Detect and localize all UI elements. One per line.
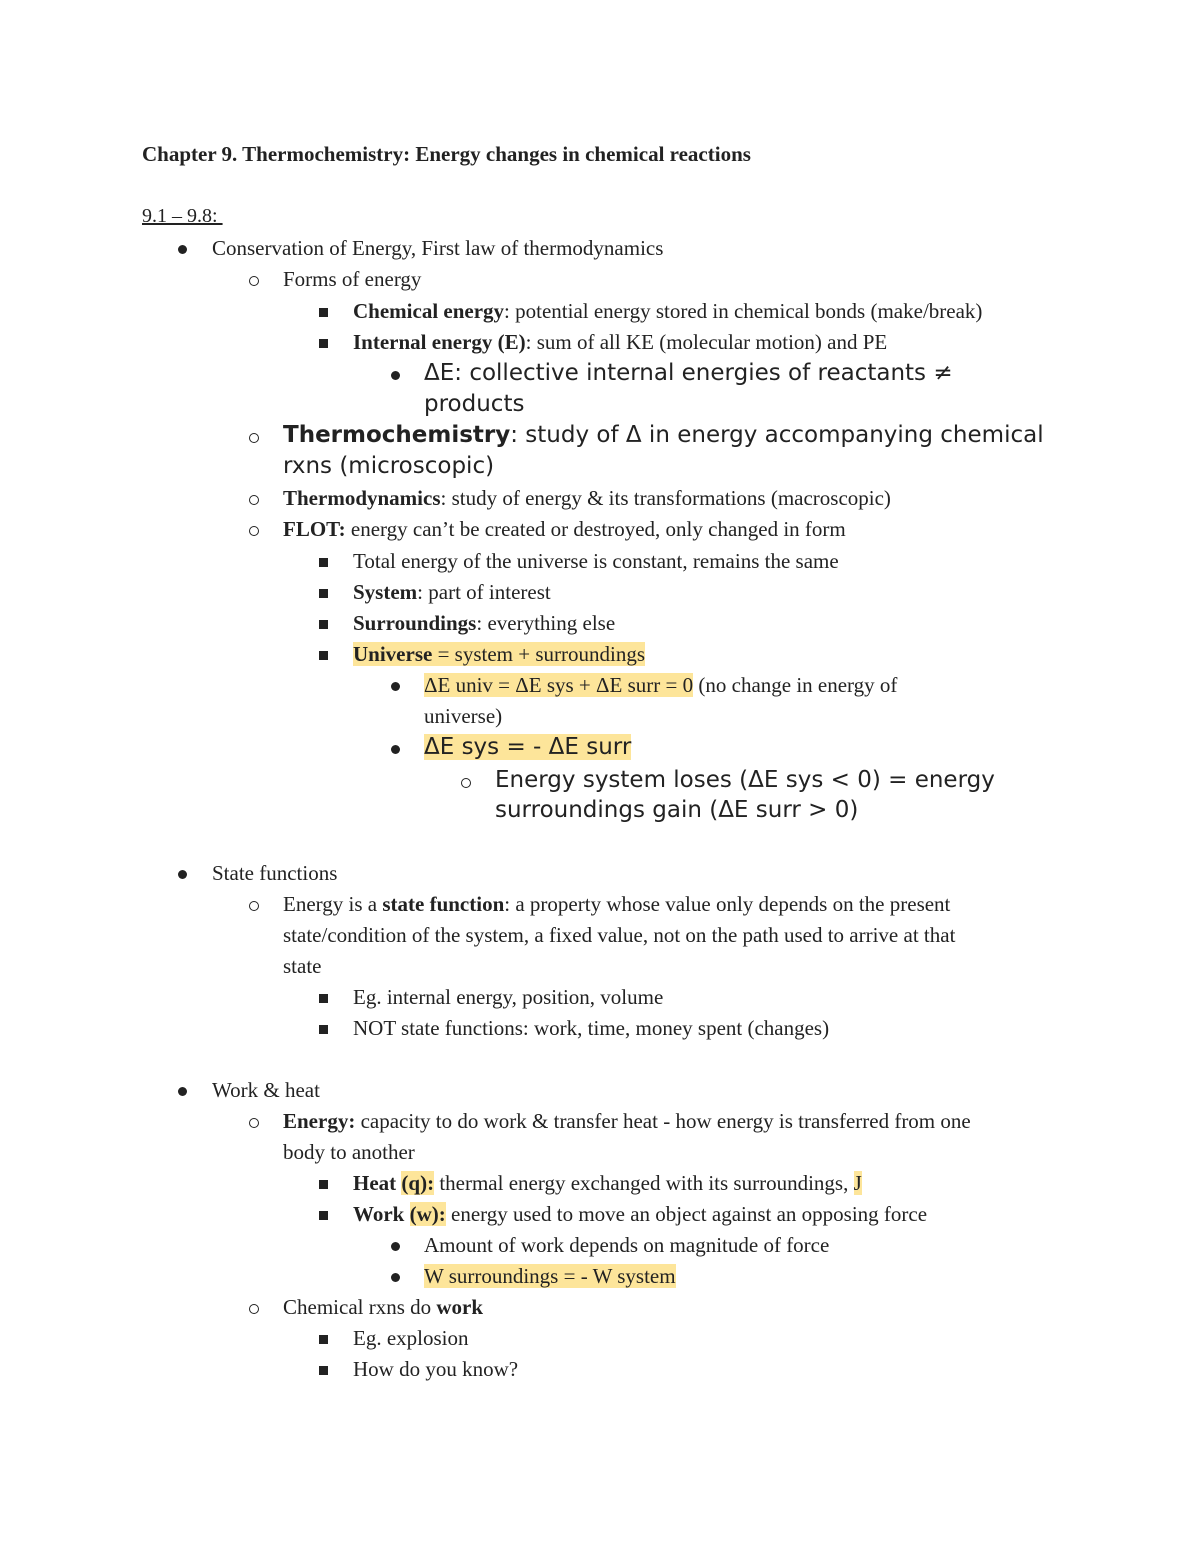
bullet-circle-icon xyxy=(249,1304,259,1314)
bullet-circle-icon xyxy=(249,495,259,505)
note-line xyxy=(353,1013,829,1044)
note-text: FLOT: xyxy=(283,517,346,541)
bullet-square-icon xyxy=(319,558,328,567)
document-title: Chapter 9. Thermochemistry: Energy changes in chemical reactions xyxy=(142,142,751,166)
note-text: Work & heat xyxy=(212,1078,320,1102)
bullet-square-icon xyxy=(319,994,328,1003)
note-text: Energy system loses (ΔE sys < 0) = energy xyxy=(495,767,995,793)
bullet-square-icon xyxy=(319,308,328,317)
note-line xyxy=(353,1168,862,1199)
note-text: work xyxy=(436,1295,484,1319)
note-line xyxy=(283,951,321,982)
note-line xyxy=(353,982,663,1013)
bullet-circle-icon xyxy=(249,901,259,911)
note-line xyxy=(283,420,1044,451)
note-text: : study of Δ in energy accompanying chemical xyxy=(510,422,1044,448)
note-line xyxy=(283,451,494,482)
note-line xyxy=(283,889,950,920)
note-text: body to another xyxy=(283,1140,415,1164)
note-text: Chemical rxns do xyxy=(283,1295,437,1319)
bullet-circle-icon xyxy=(249,1118,259,1128)
bullet-disc-icon xyxy=(178,245,187,254)
note-text: System xyxy=(353,580,418,604)
note-text: universe) xyxy=(424,704,503,728)
note-text: state xyxy=(283,954,322,978)
note-text: Chemical energy xyxy=(353,299,505,323)
note-line xyxy=(283,483,891,514)
note-text: Internal energy (E) xyxy=(353,330,526,354)
note-text: state function xyxy=(382,892,505,916)
note-line xyxy=(212,858,337,889)
note-text: : potential energy stored in chemical bonds (make/break) xyxy=(504,299,983,323)
note-line xyxy=(353,639,645,670)
note-text: ΔE univ = ΔE sys + ΔE surr = 0 xyxy=(424,673,694,697)
note-text: : sum of all KE (molecular motion) and PE xyxy=(525,330,888,354)
note-line xyxy=(353,577,551,608)
note-text: (q): xyxy=(401,1171,435,1195)
note-text: rxns (microscopic) xyxy=(283,453,495,479)
note-text: Thermochemistry xyxy=(283,422,511,448)
bullet-square-icon xyxy=(319,339,328,348)
section-range: 9.1 – 9.8: xyxy=(142,205,223,227)
note-text: surroundings gain (ΔE surr > 0) xyxy=(495,797,859,823)
note-line xyxy=(424,389,524,420)
note-line xyxy=(424,670,897,701)
bullet-square-icon xyxy=(319,1211,328,1220)
note-line xyxy=(212,233,663,264)
note-text: Thermodynamics xyxy=(283,486,441,510)
bullet-disc-icon xyxy=(178,870,187,879)
note-text: How do you know? xyxy=(353,1357,519,1381)
bullet-disc-icon xyxy=(178,1087,187,1096)
note-line xyxy=(283,1106,971,1137)
note-line xyxy=(353,296,982,327)
note-text: Eg. internal energy, position, volume xyxy=(353,985,664,1009)
note-line xyxy=(353,1354,518,1385)
note-text: thermal energy exchanged with its surroundings, xyxy=(434,1171,854,1195)
bullet-square-icon xyxy=(319,1366,328,1375)
bullet-circle-icon xyxy=(249,526,259,536)
bullet-square-icon xyxy=(319,620,328,629)
note-text: products xyxy=(424,391,525,417)
note-text: ΔE sys = - ΔE surr xyxy=(424,734,632,760)
bullet-circle-icon xyxy=(249,276,259,286)
bullet-square-icon xyxy=(319,1180,328,1189)
bullet-square-icon xyxy=(319,589,328,598)
note-text: Conservation of Energy, First law of thermodynamics xyxy=(212,236,664,260)
note-text: (w): xyxy=(409,1202,446,1226)
note-text: : a property whose value only depends on the present xyxy=(504,892,951,916)
note-text: Surroundings xyxy=(353,611,477,635)
bullet-square-icon xyxy=(319,1025,328,1034)
note-line xyxy=(424,732,631,763)
note-text: Total energy of the universe is constant, remains the same xyxy=(353,549,839,573)
note-text: Energy: xyxy=(283,1109,356,1133)
note-line xyxy=(353,327,887,358)
note-text: = system + surroundings xyxy=(432,642,646,666)
note-text: : everything else xyxy=(476,611,616,635)
note-line xyxy=(353,1199,927,1230)
note-text: Universe xyxy=(353,642,433,666)
bullet-disc-icon xyxy=(391,371,400,380)
note-text: : study of energy & its transformations (macroscopic) xyxy=(440,486,891,510)
note-text: J xyxy=(853,1171,862,1195)
note-text: Eg. explosion xyxy=(353,1326,469,1350)
bullet-disc-icon xyxy=(391,1273,400,1282)
note-line xyxy=(495,795,858,826)
note-text: (no change in energy of xyxy=(693,673,898,697)
bullet-circle-icon xyxy=(249,433,259,443)
note-text: Energy is a xyxy=(283,892,383,916)
note-text: W surroundings = - W system xyxy=(424,1264,676,1288)
note-line xyxy=(424,358,953,389)
note-text: capacity to do work & transfer heat - how energy is transferred from one xyxy=(355,1109,971,1133)
note-text: NOT state functions: work, time, money spent (changes) xyxy=(353,1016,830,1040)
note-text: Forms of energy xyxy=(283,267,422,291)
bullet-circle-icon xyxy=(461,778,471,788)
bullet-disc-icon xyxy=(391,682,400,691)
note-text: : part of interest xyxy=(417,580,551,604)
note-line xyxy=(424,1261,676,1292)
note-line xyxy=(283,264,421,295)
note-line xyxy=(353,546,839,577)
note-text: energy can’t be created or destroyed, only changed in form xyxy=(345,517,846,541)
note-text: Amount of work depends on magnitude of force xyxy=(424,1233,830,1257)
bullet-disc-icon xyxy=(391,1242,400,1251)
note-text: Heat xyxy=(353,1171,402,1195)
note-line xyxy=(283,1292,483,1323)
note-line xyxy=(283,920,955,951)
bullet-square-icon xyxy=(319,651,328,660)
note-text: State functions xyxy=(212,861,338,885)
bullet-square-icon xyxy=(319,1335,328,1344)
note-text: ΔE: collective internal energies of reactants ≠ xyxy=(424,360,953,386)
note-line xyxy=(495,765,995,796)
note-text: energy used to move an object against an opposing force xyxy=(445,1202,928,1226)
note-line xyxy=(424,701,502,732)
note-line xyxy=(353,608,615,639)
note-text: state/condition of the system, a fixed value, not on the path used to arrive at that xyxy=(283,923,956,947)
bullet-disc-icon xyxy=(391,745,400,754)
note-line xyxy=(353,1323,469,1354)
note-line xyxy=(283,1137,415,1168)
note-line xyxy=(424,1230,829,1261)
note-line xyxy=(283,514,846,545)
note-line xyxy=(212,1075,320,1106)
note-text: Work xyxy=(353,1202,410,1226)
